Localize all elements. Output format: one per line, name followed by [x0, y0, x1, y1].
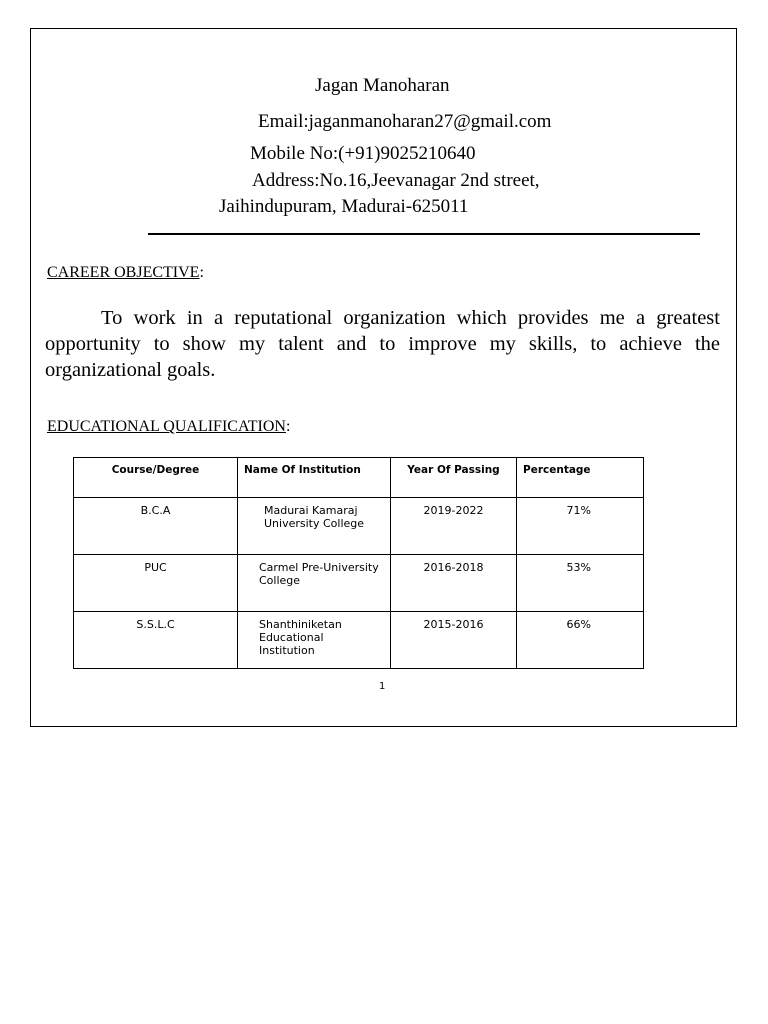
percentage-cell: 71% — [517, 498, 644, 555]
page-number: 1 — [379, 681, 386, 692]
table-row — [74, 555, 644, 612]
institution-cell: Carmel Pre-University College — [238, 555, 391, 612]
career-objective-heading-text: CAREER OBJECTIVE — [47, 264, 200, 281]
table-row — [74, 612, 644, 669]
table-header-row — [74, 458, 644, 498]
institution-cell: Madurai Kamaraj University College — [238, 498, 391, 555]
career-objective-heading — [47, 264, 204, 282]
institution-cell: Shanthiniketan Educational Institution — [238, 612, 391, 669]
course-cell: PUC — [74, 555, 238, 612]
education-table — [73, 457, 644, 669]
percentage-cell: 66% — [517, 612, 644, 669]
column-header-percentage: Percentage — [517, 458, 644, 498]
column-header-year: Year Of Passing — [391, 458, 517, 498]
email-line: Email:jaganmanoharan27@gmail.com — [258, 111, 552, 132]
percentage-cell: 53% — [517, 555, 644, 612]
course-cell: B.C.A — [74, 498, 238, 555]
education-heading-colon: : — [285, 418, 291, 435]
career-objective-heading-colon: : — [199, 264, 204, 281]
applicant-name: Jagan Manoharan — [315, 75, 450, 96]
course-cell: S.S.L.C — [74, 612, 238, 669]
address-line-1: Address:No.16,Jeevanagar 2nd street, — [252, 170, 540, 191]
year-cell: 2015-2016 — [391, 612, 517, 669]
column-header-institution: Name Of Institution — [238, 458, 391, 498]
table-row — [74, 498, 644, 555]
header-divider — [148, 233, 700, 235]
career-objective-text: To work in a reputational organization which provides me a greatest opportunity to show my talent and to improve my skills, to achieve the organizational goals. — [45, 307, 720, 381]
education-heading-text: EDUCATIONAL QUALIFICATION — [47, 418, 286, 435]
address-line-2: Jaihindupuram, Madurai-625011 — [219, 196, 469, 217]
mobile-line: Mobile No:(+91)9025210640 — [250, 143, 476, 164]
year-cell: 2016-2018 — [391, 555, 517, 612]
column-header-course: Course/Degree — [74, 458, 238, 498]
education-heading — [47, 418, 290, 436]
year-cell: 2019-2022 — [391, 498, 517, 555]
